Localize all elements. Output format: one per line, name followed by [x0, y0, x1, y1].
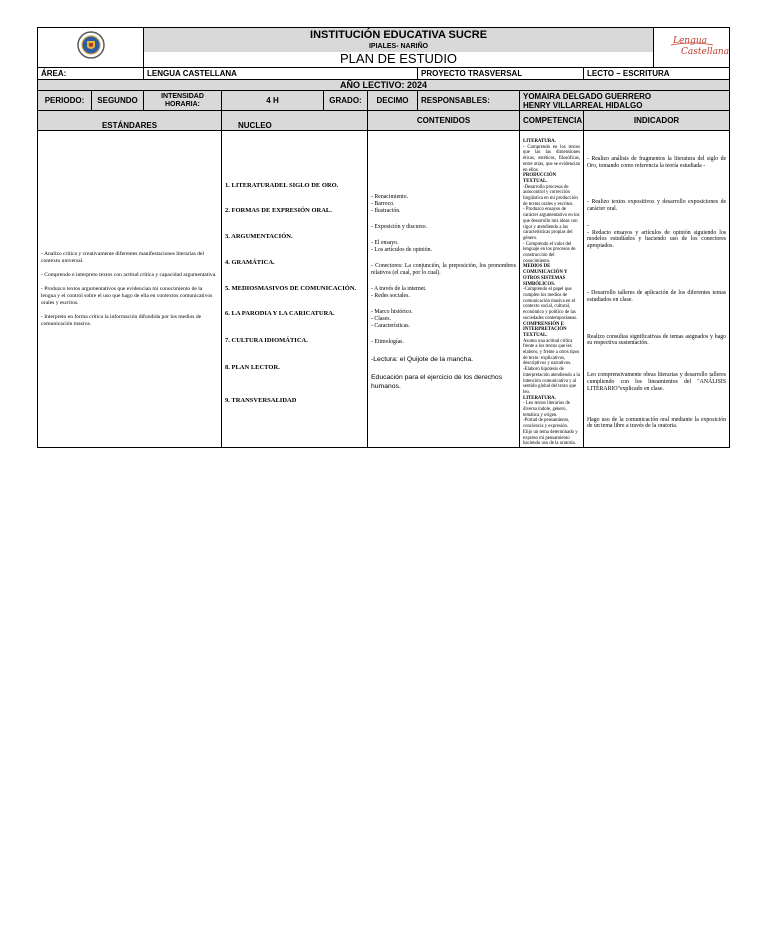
nucleus-item: 5. MEDIOSMASIVOS DE COMUNICACIÓN. [225, 284, 357, 292]
competence-heading: LITERATURA. [523, 139, 556, 144]
indicator-cell [584, 131, 730, 448]
content-item: - Etimologías. [371, 339, 404, 346]
nucleus-item: 3. ARGUMENTACIÓN. [225, 232, 293, 240]
content-item: - Redes sociales. [371, 293, 410, 300]
area-label: ÁREA: [38, 68, 144, 80]
content-item: - A través de la internet. [371, 286, 427, 293]
area-logo-cell [654, 28, 730, 68]
school-seal-cell [38, 28, 144, 68]
indicator-item: Hago uso de la comunicación oral mediante la exposición de un tema libre a través de la oratoria. [587, 416, 727, 430]
competence-item: -Desarrollo procesos de autocontrol y corrección lingüística en mi producción de textos orales y escritos. [523, 184, 578, 207]
competence-item: Asumo una actitud crítica frente a los textos que les elaboro, y frente a otros tipos de texto: explicativos, descriptivos y narrativos. [523, 338, 580, 367]
nucleus-item: 8. PLAN LECTOR. [225, 363, 280, 371]
nucleus-cell [222, 131, 368, 448]
col-indicator: INDICADOR [584, 111, 730, 131]
indicator-item: - Desarrollo talleres de aplicación de los diferentes temas estudiados en clase. [587, 290, 727, 303]
svg-text:Lengua: Lengua [672, 36, 707, 46]
nucleus-item: 6. LA PARODIA Y LA CARICATURA. [225, 309, 335, 317]
col-competence: COMPETENCIA [520, 111, 584, 131]
indicator-item: Realizo consultas significativas de temas asignados y hago su respectiva sustentación. [587, 333, 727, 347]
competence-item: -Portad de pensamiento, conciencia y expresión. [523, 418, 570, 430]
school-seal-icon [74, 30, 108, 60]
standard-item: - Analizo crítica y creativamente diferentes manifestaciones literarias del contexto universal. [41, 250, 205, 264]
indicator-item: - Realizo textos expositivos y desarrollo exposiciones de carácter oral. [587, 199, 727, 213]
nucleus-item: 9. TRANSVERSALIDAD [225, 396, 297, 404]
content-item: - Marco histórico. [371, 309, 413, 316]
col-standards: ESTÁNDARES [38, 111, 222, 131]
competence-heading: PRODUCCIÓN TEXTUAL. [523, 173, 557, 184]
period-label: PERIODO: [38, 91, 92, 111]
content-item: - Conectores: La conjunción, la preposición, los pronombres relativos (el cual, por lo cual). [371, 263, 516, 277]
standard-item: - Produzco textos argumentativos que evidencian mi conocimiento de la lengua y el control sobre el uso que hago de ella en contextos comunicativos orales y escritos. [41, 285, 213, 306]
project-label: PROYECTO TRASVERSAL [418, 68, 584, 80]
competence-item: - Leo textos literarios de diversa índole, género, temática y origen. [523, 401, 570, 418]
standard-item: - Comprendo e interpreto textos con actitud crítica y capacidad argumentativa. [41, 271, 217, 278]
competence-heading: MEDIOS DE COMUNICACIÓN Y OTROS SISTEMAS SIMBÓLICOS. [523, 264, 568, 287]
content-item: - El ensayo. [371, 240, 399, 247]
content-item: -Lectura: el Quijote de la mancha. [371, 356, 474, 364]
competence-item: - Comprendo en los textos que las las dimensiones éticas, estéticas, filosóficas, entre otras, que se evidencian en ellos. [523, 144, 580, 173]
col-contents: CONTENIDOS [368, 111, 520, 131]
indicator-item: Leo comprensivamente obras literarias y desarrollo talleres cumpliendo con los lineamientos del "ANÁLISIS LITERARIO"explicado en clase. [587, 372, 727, 392]
grade-value: DECIMO [368, 91, 418, 111]
competence-item: - Comprendo el valor del lenguaje en los procesos de construcción del conocimiento. [523, 241, 576, 264]
competence-item: -Comprendo el papel que cumplen los medios de comunicación masiva en el contexto social, cultural, económico y político de las sociedades contemporáneas. [523, 287, 578, 321]
responsible-2: HENRY VILLARREAL HIDALGO [523, 100, 643, 110]
content-item: - Los artículos de opinión. [371, 247, 433, 254]
content-item: - Ilustración. [371, 208, 401, 215]
content-item: - Clases. [371, 316, 391, 323]
competence-item: Elijo un tema determinado y expreso mi pensamiento haciendo uso de la oratoria. [523, 429, 578, 447]
grade-label: GRADO: [324, 91, 368, 111]
competence-heading: LITERATURA. [523, 395, 556, 401]
content-item: - Barroco. [371, 201, 395, 208]
indicator-item: - Redacto ensayos y artículos de opinión siguiendo los modelos estudiados y haciendo uso de los conectores apropiados. [587, 229, 727, 250]
intensity-value: 4 H [222, 91, 324, 111]
school-name: INSTITUCIÓN EDUCATIVA SUCRE [144, 28, 654, 42]
svg-text:Castellana: Castellana [680, 47, 729, 57]
plan-title: PLAN DE ESTUDIO [144, 52, 654, 68]
standards-cell [38, 131, 222, 448]
school-city: IPIALES- NARIÑO [144, 42, 654, 52]
nucleus-item: 7. CULTURA IDIOMÁTICA. [225, 336, 308, 344]
content-item: Educación para el ejercicio de los derechos humanos. [371, 374, 503, 391]
nucleus-item: 4. GRAMÁTICA. [225, 258, 275, 266]
period-value: SEGUNDO [92, 91, 144, 111]
responsible-names [520, 91, 730, 111]
intensity-label: INTENSIDAD HORARIA: [144, 91, 222, 111]
indicator-item: - [587, 222, 589, 229]
standard-item: - Interpreto en forma crítica la información difundida por los medios de comunicación masiva. [41, 313, 202, 327]
content-item: - Renacimiento. [371, 194, 409, 201]
area-value: LENGUA CASTELLANA [144, 68, 418, 80]
school-year: AÑO LECTIVO: 2024 [38, 80, 730, 91]
competence-heading: COMPRENSIÓN E INTERPRETACIÓN TEXTUAL. [523, 321, 567, 338]
responsible-1: YOMAIRA DELGADO GUERRERO [523, 91, 652, 101]
project-value: LECTO – ESCRITURA [584, 68, 730, 80]
responsible-label: RESPONSABLES: [418, 91, 520, 111]
nucleus-item: 1. LITERATURADEL SIGLO DE ORO. [225, 181, 339, 189]
content-item: - Exposición y discurso. [371, 224, 428, 231]
nucleus-item: 2. FORMAS DE EXPRESIÓN ORAL. [225, 206, 332, 214]
competence-item: - Produzco ensayos de carácter argumentativo en los que desarrollo mis ideas con rigor y atendiendo a las características propias del género. [523, 207, 580, 241]
indicator-item: - Realizo análisis de fragmentos la literatura del siglo de Oro, tomando como referencia la teoría estudiada - [587, 155, 727, 169]
competence-item: -Elaboro hipótesis de interpretación atendiendo a la intención comunicativa y al sentido global del texto que leo. [523, 367, 580, 395]
content-item: - Características. [371, 323, 410, 330]
col-nucleus: NUCLEO [222, 111, 368, 131]
contents-cell [368, 131, 520, 448]
area-logo-icon [667, 32, 729, 58]
competence-cell [520, 131, 584, 448]
